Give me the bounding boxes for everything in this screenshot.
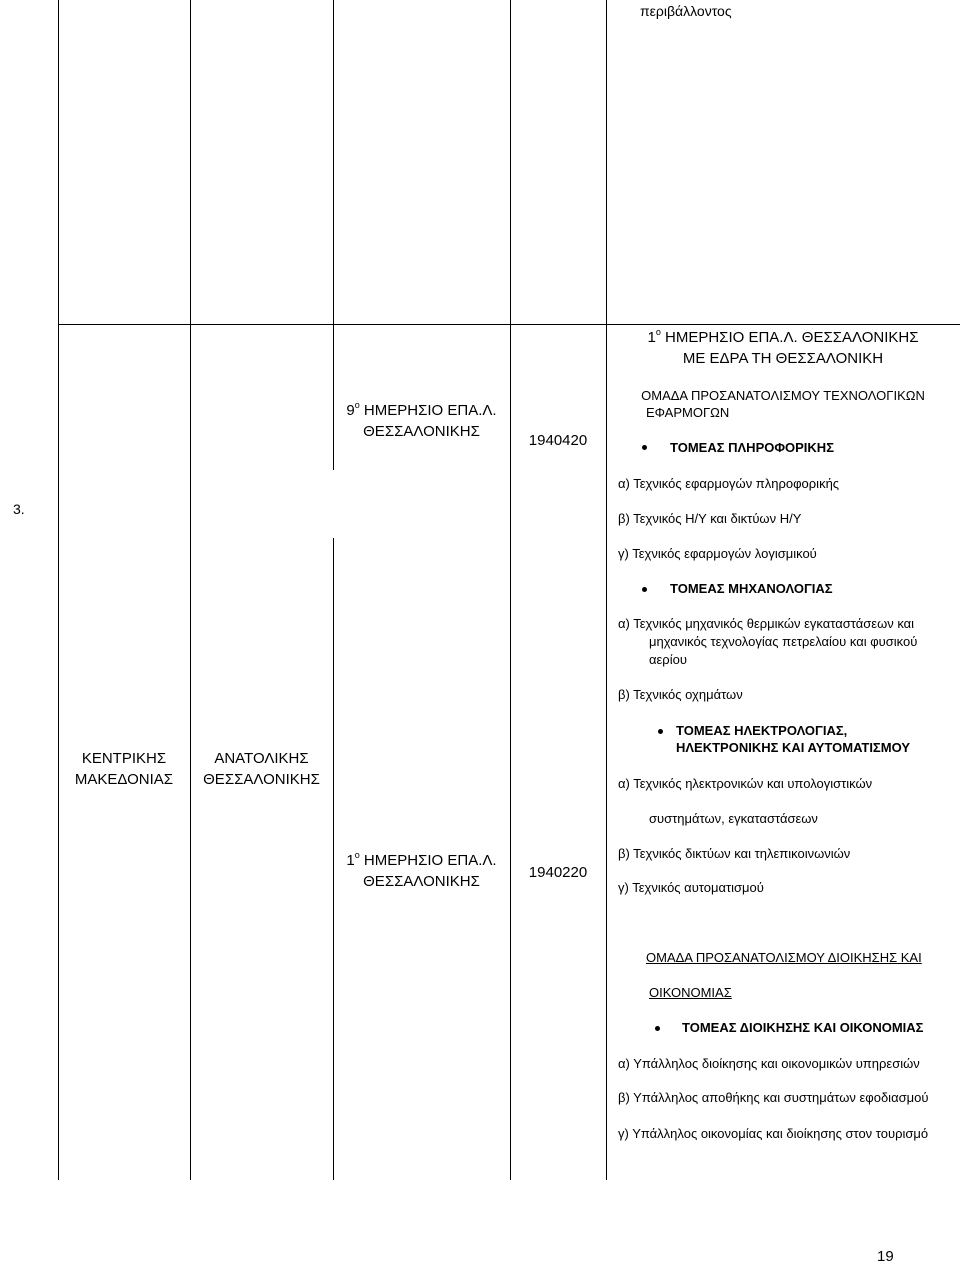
table-row-divider bbox=[58, 324, 960, 325]
sector-it-name: ΤΟΜΕΑΣ ΠΛΗΡΟΦΟΡΙΚΗΣ bbox=[670, 440, 834, 455]
group-1-title bbox=[606, 387, 960, 404]
sector-mech-name: ΤΟΜΕΑΣ ΜΗΧΑΝΟΛΟΓΙΑΣ bbox=[670, 581, 833, 596]
bullet-icon bbox=[642, 445, 647, 450]
sector-it-item-1: α) Τεχνικός εφαρμογών πληροφορικής bbox=[618, 476, 840, 491]
top-text: περιβάλλοντος bbox=[640, 3, 732, 19]
group-1-title-line-1: ΟΜΑΔΑ ΠΡΟΣΑΝΑΤΟΛΙΣΜΟΥ ΤΕΧΝΟΛΟΓΙΚΩΝ bbox=[641, 388, 925, 403]
sector-elec-name-line-2: ΗΛΕΚΤΡΟΝΙΚΗΣ ΚΑΙ ΑΥΤΟΜΑΤΙΣΜΟΥ bbox=[676, 740, 910, 755]
school-2-line-2: ΘΕΣΣΑΛΟΝΙΚΗΣ bbox=[363, 873, 480, 890]
sector-mech-item-b: β) Τεχνικός οχημάτων bbox=[618, 687, 743, 702]
sector-elec-name-line-1: ΤΟΜΕΑΣ ΗΛΕΚΤΡΟΛΟΓΙΑΣ, bbox=[676, 723, 848, 738]
directorate-name bbox=[190, 748, 333, 790]
directorate-line-1: ΑΝΑΤΟΛΙΚΗΣ bbox=[214, 750, 309, 767]
region-name bbox=[58, 748, 190, 790]
table-divider-region bbox=[190, 0, 191, 1180]
table-divider-code bbox=[606, 0, 607, 1180]
sector-admin-name: ΤΟΜΕΑΣ ΔΙΟΙΚΗΣΗΣ ΚΑΙ ΟΙΚΟΝΟΜΙΑΣ bbox=[682, 1020, 924, 1035]
school-1-line-2: ΘΕΣΣΑΛΟΝΙΚΗΣ bbox=[363, 423, 480, 440]
region-line-2: ΜΑΚΕΔΟΝΙΑΣ bbox=[74, 771, 174, 788]
sector-admin-item-1: α) Υπάλληλος διοίκησης και οικονομικών υπηρεσιών bbox=[618, 1056, 920, 1071]
group-2-title-line-1: ΟΜΑΔΑ ΠΡΟΣΑΝΑΤΟΛΙΣΜΟΥ ΔΙΟΙΚΗΣΗΣ ΚΑΙ bbox=[646, 950, 922, 965]
school-2-code: 1940220 bbox=[528, 864, 588, 881]
sector-admin-item-3: γ) Υπάλληλος οικονομίας και διοίκησης στον τουρισμό bbox=[618, 1126, 929, 1141]
sector-mech-item-a-line-1: α) Τεχνικός μηχανικός θερμικών εγκαταστάσεων και bbox=[618, 616, 915, 631]
school-2-name bbox=[333, 850, 510, 892]
sector-elec-item-a-line-1: α) Τεχνικός ηλεκτρονικών και υπολογιστικών bbox=[618, 776, 873, 791]
sector-elec-item-a-line-2: συστημάτων, εγκαταστάσεων bbox=[649, 811, 818, 826]
table-divider-school bbox=[510, 0, 511, 1180]
school-header bbox=[606, 327, 960, 369]
row-number: 3. bbox=[13, 501, 25, 517]
bullet-icon bbox=[655, 1026, 660, 1031]
school-1-code: 1940420 bbox=[528, 432, 588, 449]
table-border-left bbox=[58, 0, 59, 1180]
school-header-line-1: $1^o$ ΗΜΕΡΗΣΙΟ ΕΠΑ.Λ. ΘΕΣΣΑΛΟΝΙΚΗΣ bbox=[647, 327, 919, 346]
sector-mech-item-a-line-3: αερίου bbox=[649, 652, 687, 667]
sector-elec-item-c: γ) Τεχνικός αυτοματισμού bbox=[618, 880, 764, 895]
school-1-line-1: $9^o$ ΗΜΕΡΗΣΙΟ ΕΠΑ.Λ. bbox=[346, 400, 497, 419]
directorate-line-2: ΘΕΣΣΑΛΟΝΙΚΗΣ bbox=[203, 771, 320, 788]
school-header-line-2: ΜΕ ΕΔΡΑ ΤΗ ΘΕΣΣΑΛΟΝΙΚΗ bbox=[682, 350, 884, 367]
page-number: 19 bbox=[877, 1248, 894, 1265]
school-2-line-1: $1^o$ ΗΜΕΡΗΣΙΟ ΕΠΑ.Λ. bbox=[346, 850, 497, 869]
region-line-1: ΚΕΝΤΡΙΚΗΣ bbox=[81, 750, 167, 767]
group-1-title-line-2: ΕΦΑΡΜΟΓΩΝ bbox=[646, 405, 730, 420]
sector-it-item-3: γ) Τεχνικός εφαρμογών λογισμικού bbox=[618, 546, 817, 561]
sector-elec-item-b: β) Τεχνικός δικτύων και τηλεπικοινωνιών bbox=[618, 846, 851, 861]
sector-admin-item-2: β) Υπάλληλος αποθήκης και συστημάτων εφοδιασμού bbox=[618, 1090, 929, 1105]
bullet-icon bbox=[658, 729, 663, 734]
bullet-icon bbox=[642, 587, 647, 592]
group-2-title-line-2: ΟΙΚΟΝΟΜΙΑΣ bbox=[649, 985, 732, 1000]
school-1-name bbox=[333, 400, 510, 442]
sector-mech-item-a-line-2: μηχανικός τεχνολογίας πετρελαίου και φυσικού bbox=[649, 634, 918, 649]
sector-it-item-2: β) Τεχνικός Η/Υ και δικτύων Η/Υ bbox=[618, 511, 802, 526]
